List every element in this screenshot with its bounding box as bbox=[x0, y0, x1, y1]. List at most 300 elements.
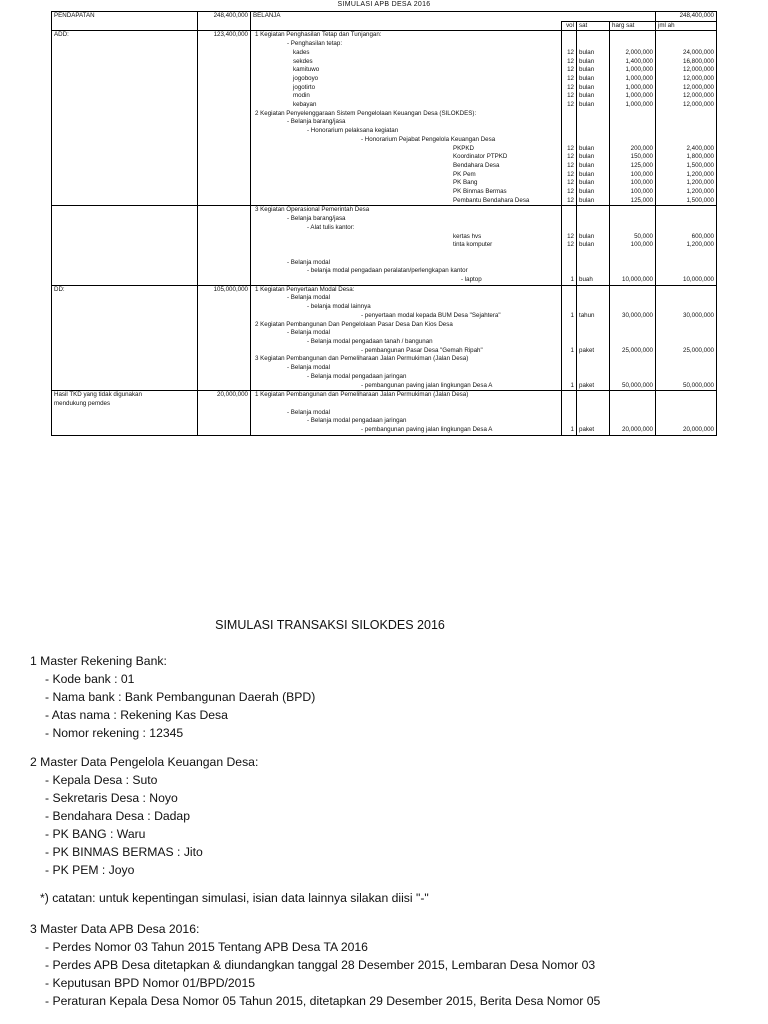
unit-price-cell bbox=[610, 259, 656, 268]
volume-cell: 1 bbox=[562, 276, 577, 285]
text-line: - PK PEM : Joyo bbox=[45, 863, 135, 877]
table-row bbox=[52, 267, 717, 276]
header-row-2 bbox=[52, 21, 717, 31]
amount-cell bbox=[198, 303, 251, 312]
unit-cell bbox=[577, 224, 610, 233]
unit-price-cell: 100,000 bbox=[610, 241, 656, 250]
col-harga-header: harg sat bbox=[610, 21, 656, 31]
col-jumlah-header: jml ah bbox=[656, 21, 717, 31]
amount-cell bbox=[198, 197, 251, 206]
unit-cell: paket bbox=[577, 347, 610, 356]
total-cell: 12,000,000 bbox=[656, 75, 717, 84]
text-line: - PK BANG : Waru bbox=[45, 827, 146, 841]
source-cell bbox=[52, 92, 198, 101]
unit-price-cell bbox=[610, 409, 656, 418]
unit-price-cell bbox=[610, 118, 656, 127]
volume-cell: 12 bbox=[562, 179, 577, 188]
description-cell: Bendahara Desa bbox=[251, 162, 562, 171]
volume-cell bbox=[562, 364, 577, 373]
source-cell bbox=[52, 241, 198, 250]
text-line: - Nama bank : Bank Pembangunan Daerah (BPD) bbox=[45, 690, 316, 704]
table-row bbox=[52, 233, 717, 242]
total-cell: 12,000,000 bbox=[656, 92, 717, 101]
total-cell: 1,500,000 bbox=[656, 162, 717, 171]
table-row bbox=[52, 215, 717, 224]
amount-cell bbox=[198, 179, 251, 188]
apb-table bbox=[51, 11, 717, 436]
amount-cell bbox=[198, 188, 251, 197]
unit-price-cell: 10,000,000 bbox=[610, 276, 656, 285]
unit-price-cell bbox=[610, 224, 656, 233]
table-row bbox=[52, 312, 717, 321]
total-cell bbox=[656, 118, 717, 127]
total-cell: 1,800,000 bbox=[656, 153, 717, 162]
total-cell bbox=[656, 259, 717, 268]
unit-price-cell: 25,000,000 bbox=[610, 347, 656, 356]
table-row bbox=[52, 347, 717, 356]
source-cell bbox=[52, 276, 198, 285]
volume-cell: 12 bbox=[562, 188, 577, 197]
total-cell bbox=[656, 338, 717, 347]
text-line: - Keputusan BPD Nomor 01/BPD/2015 bbox=[45, 976, 256, 990]
unit-cell: bulan bbox=[577, 66, 610, 75]
table-row bbox=[52, 188, 717, 197]
unit-price-cell bbox=[610, 373, 656, 382]
description-cell: jogoboyo bbox=[251, 75, 562, 84]
table-row bbox=[52, 355, 717, 364]
amount-cell bbox=[198, 101, 251, 110]
volume-cell bbox=[562, 259, 577, 268]
description-cell: - belanja modal pengadaan peralatan/perlengkapan kantor bbox=[251, 267, 562, 276]
unit-price-cell bbox=[610, 321, 656, 330]
volume-cell bbox=[562, 303, 577, 312]
source-cell bbox=[52, 382, 198, 391]
volume-cell bbox=[562, 206, 577, 215]
amount-cell: 20,000,000 bbox=[198, 391, 251, 400]
source-cell bbox=[52, 409, 198, 418]
total-cell bbox=[656, 400, 717, 409]
volume-cell bbox=[562, 267, 577, 276]
unit-cell bbox=[577, 364, 610, 373]
total-cell: 16,800,000 bbox=[656, 58, 717, 67]
amount-cell bbox=[198, 118, 251, 127]
belanja-header: BELANJA bbox=[251, 12, 562, 22]
amount-cell bbox=[198, 355, 251, 364]
source-cell bbox=[52, 250, 198, 259]
unit-price-cell: 1,400,000 bbox=[610, 58, 656, 67]
volume-cell bbox=[562, 391, 577, 400]
unit-price-cell: 30,000,000 bbox=[610, 312, 656, 321]
unit-cell bbox=[577, 215, 610, 224]
table-row bbox=[52, 145, 717, 154]
volume-cell bbox=[562, 338, 577, 347]
unit-cell: bulan bbox=[577, 197, 610, 206]
description-cell: - Belanja modal pengadaan jaringan bbox=[251, 417, 562, 426]
unit-cell: paket bbox=[577, 426, 610, 435]
description-cell: - Belanja modal pengadaan jaringan bbox=[251, 373, 562, 382]
table-row bbox=[52, 382, 717, 391]
source-cell bbox=[52, 145, 198, 154]
amount-cell bbox=[198, 66, 251, 75]
total-cell bbox=[656, 321, 717, 330]
volume-cell: 12 bbox=[562, 171, 577, 180]
description-cell: - Belanja modal bbox=[251, 329, 562, 338]
description-cell: - pembangunan paving jalan lingkungan Desa A bbox=[251, 426, 562, 435]
volume-cell bbox=[562, 110, 577, 119]
unit-cell bbox=[577, 417, 610, 426]
source-cell bbox=[52, 206, 198, 215]
unit-price-cell: 125,000 bbox=[610, 197, 656, 206]
total-cell bbox=[656, 206, 717, 215]
table-row bbox=[52, 259, 717, 268]
text-line: - Nomor rekening : 12345 bbox=[45, 726, 184, 740]
source-cell bbox=[52, 101, 198, 110]
unit-price-cell bbox=[610, 285, 656, 294]
total-cell bbox=[656, 136, 717, 145]
volume-cell bbox=[562, 321, 577, 330]
description-cell: - Belanja modal bbox=[251, 409, 562, 418]
total-cell: 12,000,000 bbox=[656, 84, 717, 93]
volume-cell bbox=[562, 400, 577, 409]
total-cell bbox=[656, 285, 717, 294]
amount-cell bbox=[198, 400, 251, 409]
volume-cell bbox=[562, 250, 577, 259]
description-cell: Pembantu Bendahara Desa bbox=[251, 197, 562, 206]
text-line: 3 Master Data APB Desa 2016: bbox=[30, 922, 200, 936]
total-cell: 24,000,000 bbox=[656, 49, 717, 58]
source-cell bbox=[52, 162, 198, 171]
amount-cell: 123,400,000 bbox=[198, 31, 251, 40]
amount-cell bbox=[198, 259, 251, 268]
volume-cell: 12 bbox=[562, 153, 577, 162]
table-row bbox=[52, 84, 717, 93]
total-cell: 50,000,000 bbox=[656, 382, 717, 391]
source-cell bbox=[52, 329, 198, 338]
total-cell bbox=[656, 409, 717, 418]
total-cell: 1,200,000 bbox=[656, 179, 717, 188]
sheet-title: SIMULASI APB DESA 2016 bbox=[337, 1, 431, 8]
unit-price-cell bbox=[610, 338, 656, 347]
table-row bbox=[52, 426, 717, 435]
text-line: - Perdes APB Desa ditetapkan & diundangkan tanggal 28 Desember 2015, Lembaran Desa Nomor 03 bbox=[45, 958, 596, 972]
source-cell bbox=[52, 118, 198, 127]
pendapatan-header: PENDAPATAN bbox=[52, 12, 198, 22]
table-row bbox=[52, 49, 717, 58]
volume-cell: 12 bbox=[562, 92, 577, 101]
unit-cell bbox=[577, 321, 610, 330]
description-cell: - Honorarium pelaksana kegiatan bbox=[251, 127, 562, 136]
amount-cell bbox=[198, 40, 251, 49]
header-row-1 bbox=[52, 12, 717, 22]
source-cell bbox=[52, 364, 198, 373]
unit-cell bbox=[577, 294, 610, 303]
total-cell bbox=[656, 355, 717, 364]
volume-cell bbox=[562, 409, 577, 418]
unit-price-cell: 1,000,000 bbox=[610, 101, 656, 110]
description-cell: - Alat tulis kantor: bbox=[251, 224, 562, 233]
unit-cell bbox=[577, 285, 610, 294]
amount-cell bbox=[198, 409, 251, 418]
amount-cell bbox=[198, 312, 251, 321]
source-cell bbox=[52, 66, 198, 75]
amount-cell bbox=[198, 382, 251, 391]
unit-price-cell: 1,000,000 bbox=[610, 75, 656, 84]
amount-cell bbox=[198, 329, 251, 338]
amount-cell bbox=[198, 153, 251, 162]
unit-price-cell bbox=[610, 364, 656, 373]
amount-cell bbox=[198, 224, 251, 233]
description-cell: 1 Kegiatan Penghasilan Tetap dan Tunjangan: bbox=[251, 31, 562, 40]
volume-cell bbox=[562, 127, 577, 136]
description-cell: - Belanja modal bbox=[251, 259, 562, 268]
total-cell bbox=[656, 40, 717, 49]
total-cell bbox=[656, 303, 717, 312]
amount-cell bbox=[198, 206, 251, 215]
amount-cell bbox=[198, 145, 251, 154]
volume-cell: 1 bbox=[562, 426, 577, 435]
unit-cell bbox=[577, 409, 610, 418]
total-cell: 600,000 bbox=[656, 233, 717, 242]
description-cell: Koordinator PTPKD bbox=[251, 153, 562, 162]
source-cell: Hasil TKD yang tidak digunakan bbox=[52, 391, 198, 400]
volume-cell bbox=[562, 285, 577, 294]
unit-price-cell bbox=[610, 250, 656, 259]
source-cell bbox=[52, 75, 198, 84]
description-cell: modin bbox=[251, 92, 562, 101]
description-cell: - belanja modal lainnya bbox=[251, 303, 562, 312]
amount-cell bbox=[198, 110, 251, 119]
text-line: - Bendahara Desa : Dadap bbox=[45, 809, 190, 823]
amount-cell bbox=[198, 338, 251, 347]
description-cell: kades bbox=[251, 49, 562, 58]
description-cell: - Honorarium Pejabat Pengelola Keuangan Desa bbox=[251, 136, 562, 145]
unit-cell: bulan bbox=[577, 179, 610, 188]
source-cell bbox=[52, 373, 198, 382]
volume-cell: 12 bbox=[562, 66, 577, 75]
description-cell: kertas hvs bbox=[251, 233, 562, 242]
source-cell: ADD: bbox=[52, 31, 198, 40]
source-cell bbox=[52, 127, 198, 136]
unit-cell bbox=[577, 259, 610, 268]
source-cell bbox=[52, 136, 198, 145]
belanja-total: 248,400,000 bbox=[656, 12, 717, 22]
source-cell bbox=[52, 188, 198, 197]
unit-cell: paket bbox=[577, 382, 610, 391]
amount-cell bbox=[198, 136, 251, 145]
table-row bbox=[52, 285, 717, 294]
volume-cell: 12 bbox=[562, 145, 577, 154]
description-cell: PK Binmas Bermas bbox=[251, 188, 562, 197]
amount-cell bbox=[198, 92, 251, 101]
unit-cell bbox=[577, 267, 610, 276]
table-row bbox=[52, 373, 717, 382]
unit-cell bbox=[577, 206, 610, 215]
source-cell: mendukung pemdes bbox=[52, 400, 198, 409]
table-row bbox=[52, 329, 717, 338]
source-cell bbox=[52, 259, 198, 268]
unit-cell bbox=[577, 303, 610, 312]
volume-cell: 1 bbox=[562, 312, 577, 321]
total-cell bbox=[656, 110, 717, 119]
table-row bbox=[52, 127, 717, 136]
unit-price-cell: 150,000 bbox=[610, 153, 656, 162]
amount-cell bbox=[198, 58, 251, 67]
table-row bbox=[52, 31, 717, 40]
amount-cell bbox=[198, 171, 251, 180]
description-cell: 1 Kegiatan Pembangunan dan Pemeliharaan Jalan Permukiman (Jalan Desa) bbox=[251, 391, 562, 400]
total-cell: 1,200,000 bbox=[656, 171, 717, 180]
description-cell: - penyertaan modal kepada BUM Desa "Sejahtera" bbox=[251, 312, 562, 321]
unit-cell bbox=[577, 355, 610, 364]
unit-cell bbox=[577, 118, 610, 127]
unit-price-cell: 1,000,000 bbox=[610, 66, 656, 75]
total-cell bbox=[656, 250, 717, 259]
total-cell bbox=[656, 294, 717, 303]
amount-cell bbox=[198, 347, 251, 356]
unit-price-cell bbox=[610, 400, 656, 409]
volume-cell: 12 bbox=[562, 84, 577, 93]
table-row bbox=[52, 321, 717, 330]
amount-cell bbox=[198, 364, 251, 373]
unit-cell bbox=[577, 136, 610, 145]
volume-cell bbox=[562, 136, 577, 145]
description-cell: - pembangunan Pasar Desa "Gemah Ripah" bbox=[251, 347, 562, 356]
amount-cell bbox=[198, 267, 251, 276]
unit-price-cell bbox=[610, 31, 656, 40]
amount-cell bbox=[198, 127, 251, 136]
source-cell bbox=[52, 347, 198, 356]
description-cell: tinta komputer bbox=[251, 241, 562, 250]
unit-price-cell bbox=[610, 40, 656, 49]
table-row bbox=[52, 179, 717, 188]
description-cell: 2 Kegiatan Penyelenggaraan Sistem Pengelolaan Keuangan Desa (SILOKDES): bbox=[251, 110, 562, 119]
text-line: - Peraturan Kepala Desa Nomor 05 Tahun 2015, ditetapkan 29 Desember 2015, Berita Desa Nomor 05 bbox=[45, 994, 601, 1008]
source-cell bbox=[52, 355, 198, 364]
unit-price-cell: 50,000,000 bbox=[610, 382, 656, 391]
unit-cell bbox=[577, 329, 610, 338]
amount-cell bbox=[198, 233, 251, 242]
total-cell: 20,000,000 bbox=[656, 426, 717, 435]
amount-cell bbox=[198, 84, 251, 93]
table-row bbox=[52, 197, 717, 206]
volume-cell bbox=[562, 329, 577, 338]
amount-cell bbox=[198, 417, 251, 426]
description-cell: kamituwo bbox=[251, 66, 562, 75]
unit-price-cell bbox=[610, 215, 656, 224]
volume-cell: 1 bbox=[562, 347, 577, 356]
table-row bbox=[52, 294, 717, 303]
unit-price-cell bbox=[610, 303, 656, 312]
table-row bbox=[52, 206, 717, 215]
unit-price-cell: 1,000,000 bbox=[610, 84, 656, 93]
volume-cell: 12 bbox=[562, 197, 577, 206]
source-cell bbox=[52, 197, 198, 206]
table-row bbox=[52, 250, 717, 259]
text-line: - Atas nama : Rekening Kas Desa bbox=[45, 708, 228, 722]
source-cell bbox=[52, 58, 198, 67]
unit-cell: bulan bbox=[577, 171, 610, 180]
table-row bbox=[52, 40, 717, 49]
volume-cell bbox=[562, 118, 577, 127]
source-cell bbox=[52, 338, 198, 347]
volume-cell bbox=[562, 417, 577, 426]
unit-price-cell bbox=[610, 391, 656, 400]
description-cell: 3 Kegiatan Operasional Pemerintah Desa bbox=[251, 206, 562, 215]
unit-cell: bulan bbox=[577, 58, 610, 67]
table-row bbox=[52, 162, 717, 171]
table-row bbox=[52, 153, 717, 162]
col-sat-header: sat bbox=[577, 21, 610, 31]
source-cell bbox=[52, 417, 198, 426]
unit-cell: bulan bbox=[577, 153, 610, 162]
amount-cell bbox=[198, 75, 251, 84]
unit-cell bbox=[577, 338, 610, 347]
total-cell: 1,200,000 bbox=[656, 188, 717, 197]
volume-cell bbox=[562, 215, 577, 224]
source-cell bbox=[52, 84, 198, 93]
table-row bbox=[52, 391, 717, 400]
description-cell: - Belanja modal pengadaan tanah / bangunan bbox=[251, 338, 562, 347]
total-cell: 2,400,000 bbox=[656, 145, 717, 154]
simulation-title: SIMULASI TRANSAKSI SILOKDES 2016 bbox=[215, 618, 445, 632]
unit-cell: bulan bbox=[577, 49, 610, 58]
total-cell bbox=[656, 127, 717, 136]
volume-cell: 12 bbox=[562, 75, 577, 84]
text-line: - Perdes Nomor 03 Tahun 2015 Tentang APB Desa TA 2016 bbox=[45, 940, 368, 954]
unit-price-cell: 20,000,000 bbox=[610, 426, 656, 435]
source-cell bbox=[52, 40, 198, 49]
col-vol-header: vol bbox=[562, 21, 577, 31]
volume-cell: 1 bbox=[562, 382, 577, 391]
unit-price-cell: 100,000 bbox=[610, 179, 656, 188]
description-cell: PK Bang bbox=[251, 179, 562, 188]
source-cell bbox=[52, 233, 198, 242]
total-cell bbox=[656, 364, 717, 373]
unit-cell: bulan bbox=[577, 101, 610, 110]
total-cell: 25,000,000 bbox=[656, 347, 717, 356]
description-cell: 2 Kegiatan Pembangunan Dan Pengelolaan Pasar Desa Dan Kios Desa bbox=[251, 321, 562, 330]
total-cell: 12,000,000 bbox=[656, 101, 717, 110]
unit-cell: bulan bbox=[577, 162, 610, 171]
unit-price-cell bbox=[610, 136, 656, 145]
unit-price-cell: 100,000 bbox=[610, 171, 656, 180]
amount-cell bbox=[198, 373, 251, 382]
amount-cell bbox=[198, 241, 251, 250]
description-cell: - Belanja modal bbox=[251, 294, 562, 303]
description-cell: - Belanja barang/jasa bbox=[251, 215, 562, 224]
unit-price-cell bbox=[610, 355, 656, 364]
unit-cell bbox=[577, 373, 610, 382]
description-cell: 1 Kegiatan Penyertaan Modal Desa: bbox=[251, 285, 562, 294]
volume-cell bbox=[562, 40, 577, 49]
total-cell bbox=[656, 224, 717, 233]
unit-cell: buah bbox=[577, 276, 610, 285]
description-cell: PKPKD bbox=[251, 145, 562, 154]
amount-cell: 105,000,000 bbox=[198, 285, 251, 294]
description-cell: sekdes bbox=[251, 58, 562, 67]
description-cell: - Penghasilan tetap: bbox=[251, 40, 562, 49]
description-cell: - laptop bbox=[251, 276, 562, 285]
text-line: *) catatan: untuk kepentingan simulasi, isian data lainnya silakan diisi "-" bbox=[40, 891, 429, 905]
unit-cell bbox=[577, 127, 610, 136]
total-cell bbox=[656, 329, 717, 338]
total-cell bbox=[656, 267, 717, 276]
unit-cell bbox=[577, 250, 610, 259]
volume-cell bbox=[562, 373, 577, 382]
total-cell bbox=[656, 391, 717, 400]
unit-cell bbox=[577, 110, 610, 119]
text-line: - Kode bank : 01 bbox=[45, 672, 135, 686]
